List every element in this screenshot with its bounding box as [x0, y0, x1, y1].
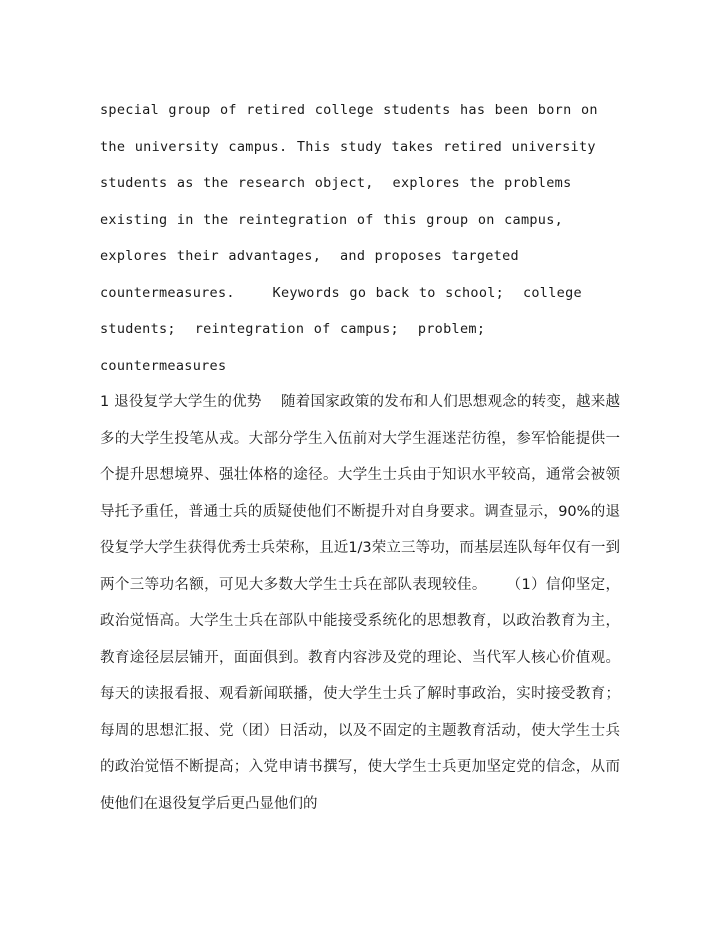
- body-paragraph: 1 退役复学大学生的优势 随着国家政策的发布和人们思想观念的转变，越来越多的大学生投笔从戎。大部分学生入伍前对大学生涯迷茫彷徨，参军恰能提供一个提升思想境界、强壮体格的途径。大学生士兵由于知识水平较高，通常会被领导托予重任，普通士兵的质疑使他们不断提升对自身要求。调查显示，90%的退役复学大学生获得优秀士兵荣称，且近1/3荣立三等功，而基层连队每年仅有一到两个三等功名额，可见大多数大学生士兵在部队表现较佳。 （1）信仰坚定，政治觉悟高。大学生士兵在部队中能接受系统化的思想教育，以政治教育为主，教育途径层层铺开，面面俱到。教育内容涉及党的理论、当代军人核心价值观。每天的读报看报、观看新闻联播，使大学生士兵了解时事政治，实时接受教育；每周的思想汇报、党（团）日活动，以及不固定的主题教育活动，使大学生士兵的政治觉悟不断提高；入党申请书撰写，使大学生士兵更加坚定党的信念，从而使他们在退役复学后更凸显他们的: [100, 394, 620, 812]
- document-text-column: [100, 92, 620, 822]
- abstract-paragraph: special group of retired college students has been born on the university campus. This study takes retired university students as the research object, explores the problems existing in the reintegration of this group on campus, explores their advantages, and proposes targeted countermeasures. Keywords go back to school; college students; reintegration of campus; problem; countermeasures: [100, 102, 608, 374]
